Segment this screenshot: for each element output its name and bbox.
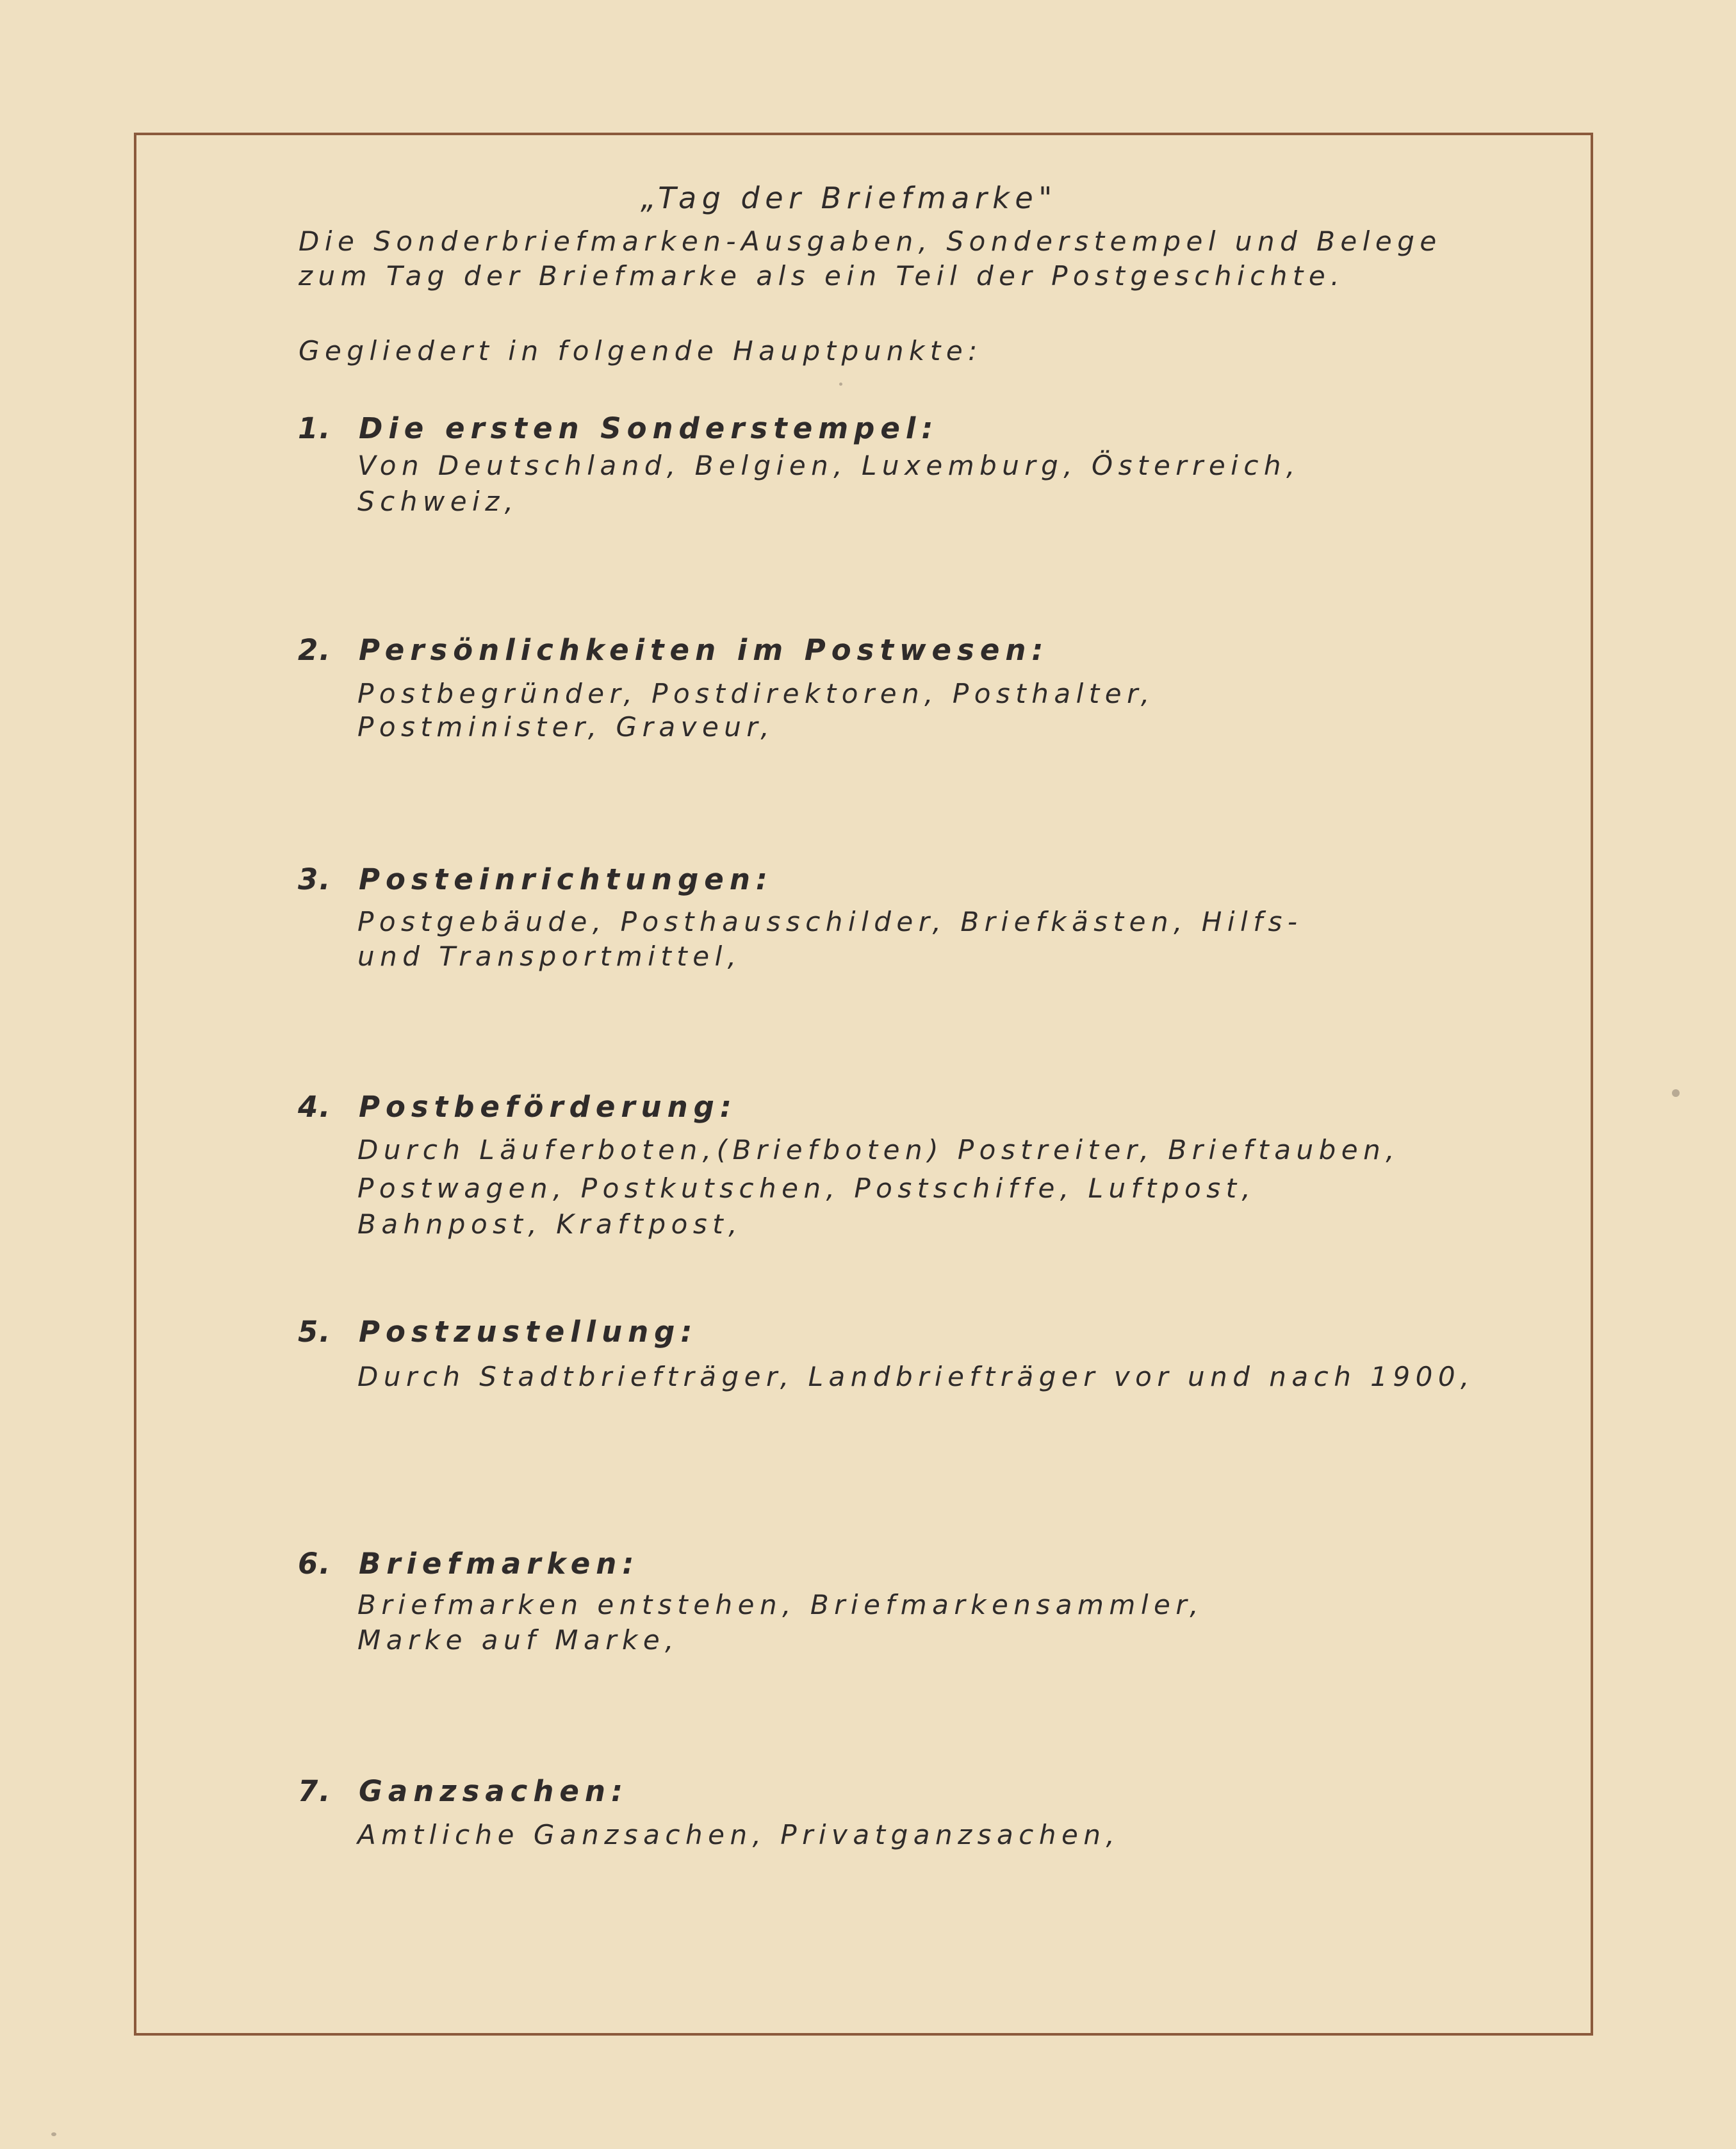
paper-speck [839, 383, 842, 386]
section-line: und Transportmittel, [357, 941, 742, 972]
section-line: Bahnpost, Kraftpost, [357, 1208, 743, 1240]
section-line: Amtliche Ganzsachen, Privatganzsachen, [357, 1819, 1120, 1850]
paper-speck [51, 2132, 56, 2136]
document-title: „Tag der Briefmarke" [641, 181, 1058, 215]
section-line: Postminister, Graveur, [357, 711, 775, 743]
section-heading: Briefmarken: [359, 1547, 640, 1581]
section-heading: Posteinrichtungen: [359, 862, 773, 896]
section-line: Postwagen, Postkutschen, Postschiffe, Luftpost, [357, 1173, 1256, 1204]
section-line: Postgebäude, Posthausschilder, Briefkästen, Hilfs- [357, 906, 1303, 937]
section-heading: Die ersten Sonderstempel: [359, 411, 939, 445]
intro-line-1: Die Sonderbriefmarken-Ausgaben, Sonderstempel und Belege [299, 226, 1442, 257]
section-line: Durch Läuferboten,(Briefboten) Postreiter, Brieftauben, [357, 1134, 1400, 1165]
section-line: Von Deutschland, Belgien, Luxemburg, Österreich, [357, 450, 1300, 481]
intro-line-2: zum Tag der Briefmarke als ein Teil der Postgeschichte. [299, 260, 1345, 292]
section-line: Schweiz, [357, 486, 519, 517]
section-line: Briefmarken entstehen, Briefmarkensammler, [357, 1589, 1204, 1620]
section-number: 2. [298, 633, 332, 667]
section-number: 5. [298, 1315, 332, 1349]
section-line: Durch Stadtbriefträger, Landbriefträger vor und nach 1900, [357, 1361, 1475, 1392]
section-number: 1. [298, 411, 332, 445]
section-heading: Postbeförderung: [359, 1090, 737, 1124]
section-number: 3. [298, 862, 332, 896]
section-heading: Ganzsachen: [359, 1774, 628, 1808]
section-line: Marke auf Marke, [357, 1624, 680, 1656]
lead-text: Gegliedert in folgende Hauptpunkte: [299, 335, 983, 366]
paper-speck [1672, 1089, 1680, 1097]
section-heading: Postzustellung: [359, 1315, 698, 1349]
section-number: 7. [298, 1774, 332, 1808]
section-number: 6. [298, 1547, 332, 1581]
section-number: 4. [298, 1090, 332, 1124]
section-heading: Persönlichkeiten im Postwesen: [359, 633, 1049, 667]
section-line: Postbegründer, Postdirektoren, Posthalter, [357, 678, 1155, 709]
